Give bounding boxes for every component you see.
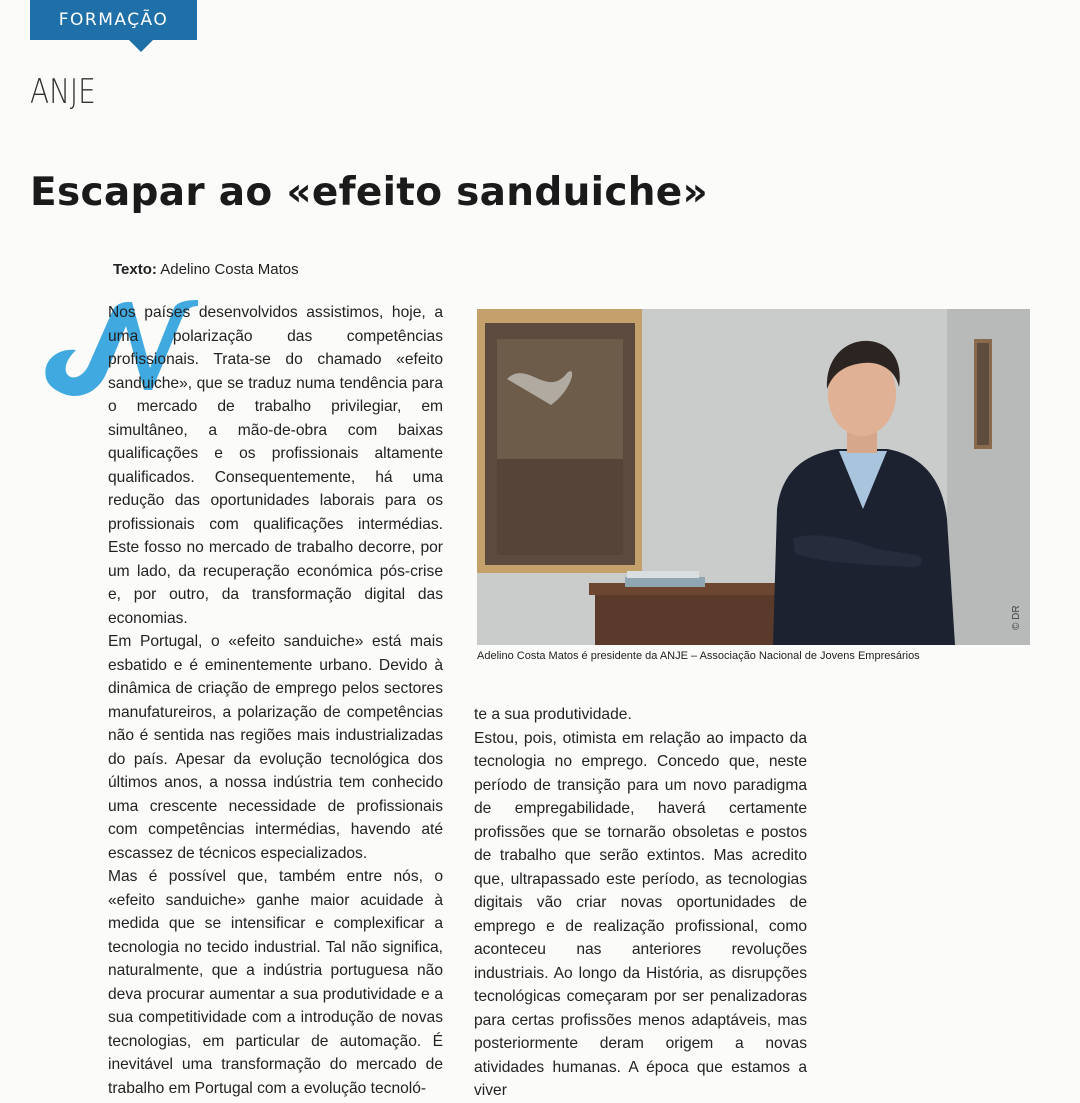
photo-credit: © DR <box>1011 605 1022 630</box>
article-left-column <box>108 301 443 1100</box>
photo-caption: Adelino Costa Matos é presidente da ANJE – Associação Nacional de Jovens Empresários <box>477 650 920 662</box>
paragraph-3: Mas é possível que, também entre nós, o «efeito sanduiche» ganhe maior acuidade à medida que se intensificar e complexificar a tecnologia no tecido industrial. Tal não significa, naturalmente, que a indústria portuguesa não deva procurar aumentar a sua produtividade e a sua competitividade com a introdução de novas tecnologias, em particular de automação. É inevitável uma transformação do mercado de trabalho em Portugal com a evolução tecnoló- <box>108 868 443 1097</box>
section-label: FORMAÇÃO <box>58 10 169 30</box>
paragraph-1: Nos países desenvolvidos assistimos, hoje, a uma polarização das competências profissionais. Trata-se do chamado «efeito sanduiche», que se traduz numa tendência para o mercado de trabalho privilegiar, em simultâneo, a mão-de-obra com baixas qualificações e os profissionais altamente qualificados. Consequentemente, há uma redução das oportunidades laborais para os profissionais com qualificações intermédias. Este fosso no mercado de trabalho decorre, por um lado, da recuperação económica pós-crise e, por outro, da transformação digital das economias. <box>108 304 443 627</box>
byline-label: Texto: <box>113 261 157 278</box>
article-headline: Escapar ao «efeito sanduiche» <box>30 170 709 215</box>
paragraph-4: te a sua produtividade. <box>474 706 632 723</box>
byline-author: Adelino Costa Matos <box>160 261 299 278</box>
paragraph-2: Em Portugal, o «efeito sanduiche» está mais esbatido e é eminentemente urbano. Devido à dinâmica de criação de emprego pelos sectores manufatureiros, a polarização de competências não é sentida nas regiões mais industrializadas do país. Apesar da evolução tecnológica dos últimos anos, a nossa indústria tem conhecido uma crescente necessidade de profissionais com competências intermédias, havendo até escassez de técnicos especializados. <box>108 633 443 862</box>
article-right-column <box>474 703 807 1103</box>
organization-name: ANJE <box>30 72 96 112</box>
section-tab-notch <box>129 40 153 52</box>
byline <box>113 261 299 278</box>
section-tab <box>30 0 197 40</box>
paragraph-5: Estou, pois, otimista em relação ao impacto da tecnologia no emprego. Concedo que, neste período de transição para um novo paradigma de empregabilidade, haverá certamente profissões que se tornarão obsoletas e postos de trabalho que serão extintos. Mas acredito que, ultrapassado este período, as tecnologias digitais vão criar novas oportunidades de emprego e de realização profissional, como aconteceu nas anteriores revoluções industriais. Ao longo da História, as disrupções tecnológicas começaram por ser penalizadoras para certas profissões menos adaptáveis, mas posteriormente deram origem a novas atividades humanas. A época que estamos a viver <box>474 729 807 1099</box>
portrait-photo <box>477 309 1030 645</box>
